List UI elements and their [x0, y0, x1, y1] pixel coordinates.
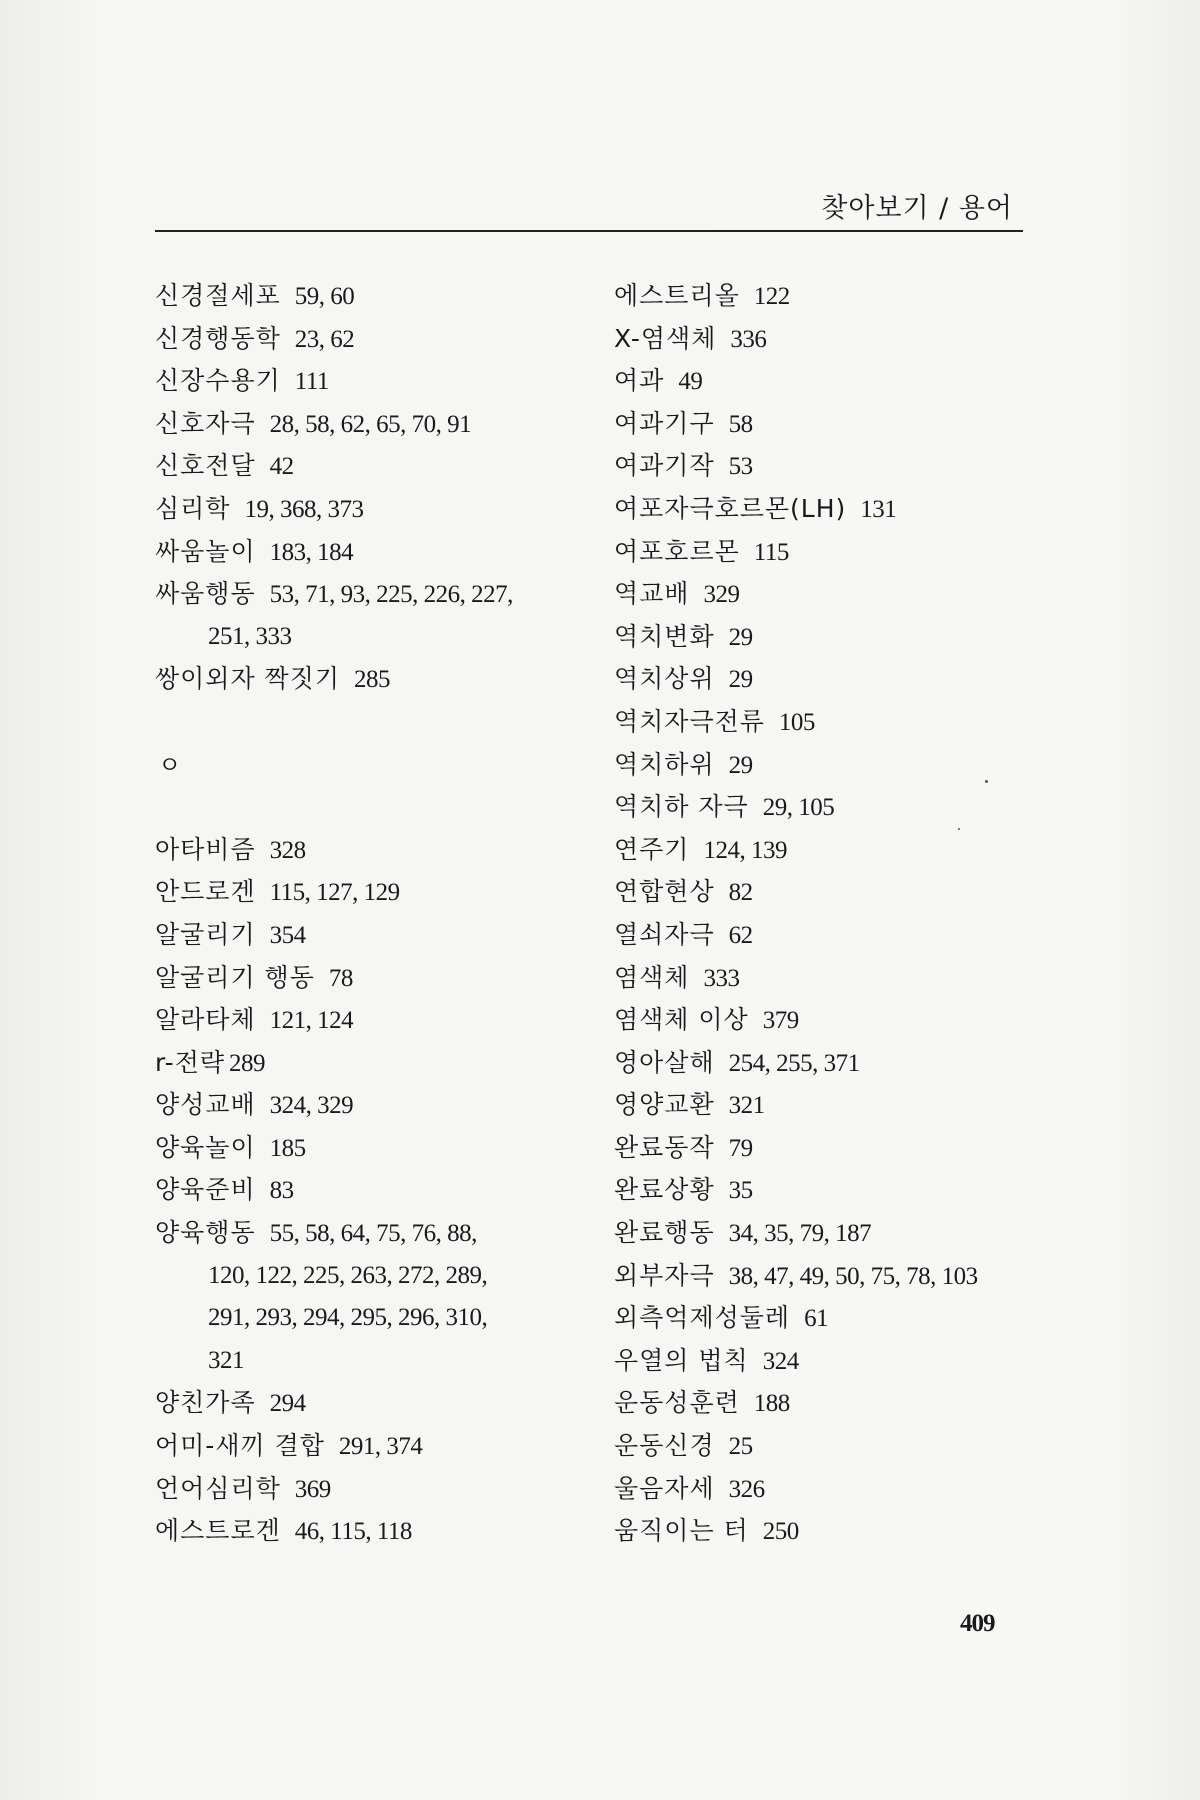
index-entry — [155, 531, 585, 574]
index-page-refs: 53 — [728, 453, 753, 481]
index-term: 외측억제성둘레 — [614, 1303, 791, 1333]
index-term: 알라타체 — [155, 1005, 256, 1035]
index-entry — [155, 1468, 585, 1511]
index-entry — [155, 318, 585, 361]
print-speck — [985, 780, 988, 783]
index-page-refs: 29 — [728, 623, 753, 651]
print-speck — [958, 828, 960, 830]
index-page-refs: 379 — [762, 1007, 799, 1035]
index-page-refs: 324 — [762, 1347, 799, 1375]
index-page-refs: 29, 105 — [762, 794, 835, 822]
running-head-title: 찾아보기 / 용어 — [821, 193, 1013, 224]
index-entry — [155, 360, 585, 403]
index-term: 양육행동 — [155, 1218, 256, 1248]
index-entry — [155, 871, 585, 914]
index-page-refs: 329 — [703, 581, 740, 609]
index-term: 신호전달 — [155, 451, 256, 481]
index-page-refs: 324, 329 — [269, 1092, 354, 1120]
index-term: 완료동작 — [614, 1132, 715, 1162]
index-entry — [155, 957, 585, 1000]
index-term: 심리학 — [155, 493, 231, 523]
index-term: 양친가족 — [155, 1388, 256, 1418]
index-page-refs: 79 — [728, 1134, 753, 1162]
index-entry — [155, 1510, 585, 1553]
index-entry — [155, 403, 585, 446]
page-number: 409 — [960, 1610, 995, 1637]
index-term: 역치자극전류 — [614, 706, 765, 736]
index-term: 역교배 — [614, 579, 690, 609]
index-entry — [614, 360, 1034, 403]
index-term: 역치하위 — [614, 749, 715, 779]
index-page-refs: 19, 368, 373 — [244, 495, 364, 523]
index-page-refs: 124, 139 — [703, 836, 787, 864]
index-term: 완료행동 — [614, 1218, 715, 1248]
index-page-refs: 62 — [728, 921, 753, 949]
index-term: 알굴리기 — [155, 919, 256, 949]
index-page-refs: 78 — [328, 964, 353, 992]
index-term: 역치하 자극 — [614, 792, 749, 822]
index-term: 신경절세포 — [155, 281, 281, 310]
index-term: 에스트로겐 — [155, 1516, 281, 1546]
index-page-refs: 42 — [269, 453, 294, 481]
index-term: 열쇠자극 — [614, 919, 715, 949]
index-page-refs: 82 — [728, 879, 753, 907]
index-entry — [155, 999, 585, 1042]
index-entry — [155, 1212, 585, 1255]
index-page-refs: 328 — [269, 836, 306, 864]
index-page-refs: 289 — [229, 1049, 266, 1077]
index-term: 여과기작 — [614, 451, 715, 481]
index-entry — [614, 1042, 1034, 1085]
index-term: 여포자극호르몬(LH) — [614, 493, 847, 523]
index-entry — [614, 1425, 1034, 1468]
index-entry — [614, 1468, 1034, 1511]
index-term: 양육준비 — [155, 1175, 256, 1205]
index-page-refs: 115, 127, 129 — [269, 879, 400, 907]
index-entry-continuation: 251, 333 — [208, 622, 292, 650]
index-entry — [155, 1425, 585, 1468]
index-term: 어미-새끼 결합 — [155, 1431, 325, 1461]
index-page-refs: 183, 184 — [269, 538, 354, 566]
index-page-refs: 25 — [728, 1433, 753, 1461]
index-entry — [614, 829, 1034, 872]
index-page-refs: 46, 115, 118 — [294, 1518, 412, 1546]
index-entry — [155, 275, 585, 318]
index-term: 아타비즘 — [155, 834, 256, 864]
index-entry — [614, 403, 1034, 446]
index-page-refs: 35 — [728, 1177, 753, 1205]
index-entry — [614, 531, 1034, 574]
index-term: 알굴리기 행동 — [155, 962, 315, 992]
index-page-refs: 23, 62 — [294, 325, 355, 353]
index-entry — [614, 1212, 1034, 1255]
index-term: 움직이는 터 — [614, 1516, 749, 1546]
index-page-refs: 333 — [703, 964, 740, 992]
index-entry — [155, 1042, 585, 1085]
index-page-refs: 49 — [678, 368, 703, 396]
index-page-refs: 326 — [728, 1475, 765, 1503]
blank-line — [155, 701, 585, 744]
index-term: 신경행동학 — [155, 323, 281, 353]
index-entry — [155, 1169, 585, 1212]
index-term: 외부자극 — [614, 1260, 715, 1290]
index-entry — [155, 445, 585, 488]
index-page-refs: 121, 124 — [269, 1007, 354, 1035]
index-entry — [155, 1382, 585, 1425]
index-page-refs: 53, 71, 93, 225, 226, 227, — [269, 581, 513, 609]
index-entry — [614, 914, 1034, 957]
index-page-refs: 58 — [728, 410, 753, 438]
index-term: 운동성훈련 — [614, 1388, 740, 1418]
index-term: 싸움행동 — [155, 579, 256, 609]
index-term: 염색체 — [614, 962, 690, 992]
index-entry — [155, 829, 585, 872]
index-term: 여포호르몬 — [614, 536, 740, 566]
index-page-refs: 105 — [778, 708, 815, 736]
index-entry — [614, 1382, 1034, 1425]
index-entry — [614, 616, 1034, 659]
index-entry — [614, 1169, 1034, 1212]
index-term: 여과 — [614, 366, 665, 396]
index-entry — [155, 488, 585, 531]
index-page-refs: 254, 255, 371 — [728, 1049, 860, 1077]
index-page-refs: 285 — [354, 666, 390, 694]
index-term: 언어심리학 — [155, 1473, 281, 1503]
index-page-refs: 250 — [762, 1518, 799, 1546]
index-entry — [155, 914, 585, 957]
index-term: X-염색체 — [614, 323, 717, 353]
index-entry-continuation: 291, 293, 294, 295, 296, 310, — [208, 1304, 488, 1332]
index-term: 싸움놀이 — [155, 536, 256, 566]
index-column-right — [614, 275, 1034, 1553]
index-entry — [155, 1084, 585, 1127]
index-page-refs: 321 — [728, 1092, 765, 1120]
index-entry — [614, 1084, 1034, 1127]
index-entry — [614, 786, 1034, 829]
index-entry — [614, 488, 1034, 531]
index-page-refs: 131 — [860, 495, 897, 523]
index-term: 양육놀이 — [155, 1132, 256, 1162]
index-term: 영양교환 — [614, 1090, 715, 1120]
index-column-left — [155, 275, 585, 1553]
index-term: 완료상황 — [614, 1175, 715, 1205]
index-term: 쌍이외자 짝짓기 — [155, 664, 340, 694]
index-term: 에스트리올 — [614, 281, 740, 310]
running-head — [155, 178, 1023, 232]
index-entry — [614, 1127, 1034, 1170]
index-term: 역치상위 — [614, 664, 715, 694]
index-term: 영아살해 — [614, 1047, 715, 1077]
index-entry — [614, 445, 1034, 488]
index-page-refs: 336 — [730, 325, 767, 353]
index-page-refs: 294 — [269, 1390, 306, 1418]
index-term: r-전략 — [155, 1047, 226, 1077]
index-page-refs: 111 — [294, 368, 329, 396]
index-page-refs: 29 — [728, 751, 753, 779]
index-page-refs: 59, 60 — [294, 283, 355, 310]
index-entry-continuation: 120, 122, 225, 263, 272, 289, — [208, 1261, 488, 1289]
index-term: 울음자세 — [614, 1473, 715, 1503]
index-page-refs: 34, 35, 79, 187 — [728, 1220, 872, 1248]
index-term: 연합현상 — [614, 877, 715, 907]
index-entry — [614, 1510, 1034, 1553]
index-entry — [155, 573, 585, 616]
index-entry — [614, 999, 1034, 1042]
index-term: 여과기구 — [614, 408, 715, 438]
index-entry — [155, 1127, 585, 1170]
index-page-refs: 188 — [753, 1390, 790, 1418]
index-page-refs: 122 — [753, 283, 790, 310]
index-page-refs: 28, 58, 62, 65, 70, 91 — [269, 410, 472, 438]
index-page-refs: 115 — [753, 538, 789, 566]
index-term: 우열의 법칙 — [614, 1345, 749, 1375]
index-page-refs: 291, 374 — [338, 1433, 423, 1461]
index-entry — [614, 744, 1034, 787]
index-entry — [614, 275, 1034, 318]
index-entry — [614, 701, 1034, 744]
index-page-refs: 354 — [269, 921, 306, 949]
section-heading: ㅇ — [158, 750, 182, 779]
index-page-refs: 38, 47, 49, 50, 75, 78, 103 — [728, 1262, 978, 1290]
index-page-refs: 83 — [269, 1177, 294, 1205]
index-entry — [614, 1297, 1034, 1340]
index-term: 운동신경 — [614, 1431, 715, 1461]
index-entry — [614, 871, 1034, 914]
index-entry — [614, 318, 1034, 361]
index-entry — [155, 658, 585, 701]
index-term: 연주기 — [614, 834, 690, 864]
index-page-refs: 61 — [804, 1305, 829, 1333]
index-entry-continuation: 321 — [208, 1346, 244, 1374]
index-entry — [614, 658, 1034, 701]
index-term: 안드로겐 — [155, 877, 256, 907]
index-entry — [614, 573, 1034, 616]
index-page-refs: 369 — [294, 1475, 331, 1503]
index-page-refs: 29 — [728, 666, 753, 694]
index-entry — [614, 1255, 1034, 1298]
index-term: 양성교배 — [155, 1090, 256, 1120]
index-term: 신장수용기 — [155, 366, 281, 396]
index-entry — [614, 957, 1034, 1000]
index-entry — [614, 1340, 1034, 1383]
index-term: 역치변화 — [614, 621, 715, 651]
index-term: 신호자극 — [155, 408, 256, 438]
index-page-refs: 55, 58, 64, 75, 76, 88, — [269, 1220, 477, 1248]
index-term: 염색체 이상 — [614, 1005, 749, 1035]
index-page-refs: 185 — [269, 1134, 306, 1162]
blank-line — [155, 786, 585, 829]
